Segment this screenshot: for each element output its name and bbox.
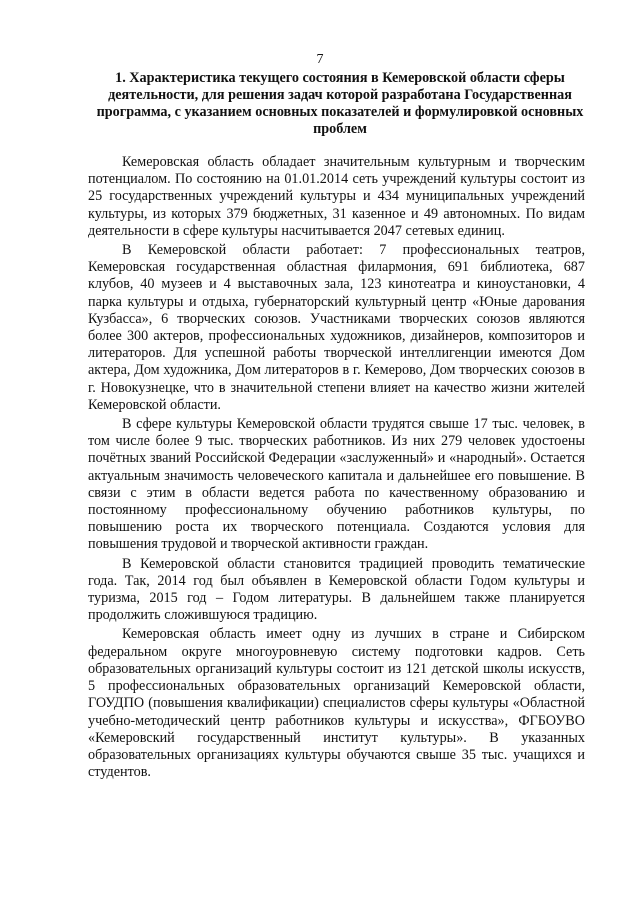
section-heading: 1. Характеристика текущего состояния в Кемеровской области сферы деятельности, для решения задач которой разработана Государственная программа, с указанием основных показателей и формулировкой основных проблем — [96, 70, 584, 137]
paragraph-institutions: В Кемеровской области работает: 7 профессиональных театров, Кемеровская государственная областная филармония, 691 библиотека, 687 клубов, 40 музеев и 4 выставочных зала, 123 кинотеатра и киноустановки, 4 парка культуры и отдыха, губернаторский культурный центр «Юные дарования Кузбасса», 6 творческих союзов. Участниками творческих союзов являются более 300 актеров, профессиональных художников, дизайнеров, композиторов и литераторов. Для успешной работы творческой интеллигенции имеются Дом актера, Дом художника, Дом литераторов в г. Кемерово, Дом творческих союзов в г. Новокузнецке, что в значительной степени влияет на качество жизни жителей Кемеровской области. — [88, 242, 585, 413]
paragraph-workforce: В сфере культуры Кемеровской области трудятся свыше 17 тыс. человек, в том числе более 9 тыс. творческих работников. Из них 279 человек удостоены почётных званий Российской Федерации «заслуженный» и «народный». Остается актуальным значимость человеческого капитала и дальнейшее его повышение. В связи с этим в области ведется работа по качественному образованию и постоянному профессиональному обучению работников культуры, по повышению роста их творческого потенциала. Создаются условия для повышения трудовой и творческой активности граждан. — [88, 416, 585, 553]
paragraph-education: Кемеровская область имеет одну из лучших в стране и Сибирском федеральном округе многоуровневую систему подготовки кадров. Сеть образовательных организаций культуры состоит из 121 детской школы искусств, 5 профессиональных образовательных организаций Кемеровской области, ГОУДПО (повышения квалификации) специалистов сферы культуры «Областной учебно-методический центр работников культуры и искусства», ФГБОУВО «Кемеровский государственный институт культуры». В указанных образовательных организациях культуры обучаются свыше 35 тыс. учащихся и студентов. — [88, 626, 585, 781]
body-text — [88, 154, 585, 783]
paragraph-culture-network: Кемеровская область обладает значительным культурным и творческим потенциалом. По состоянию на 01.01.2014 сеть учреждений культуры состоит из 25 государственных учреждений культуры и 434 муниципальных учреждений культуры, из которых 379 бюджетных, 31 казенное и 49 автономных. По видам деятельности в сфере культуры насчитывается 2047 сетевых единиц. — [88, 154, 585, 239]
paragraph-thematic-years: В Кемеровской области становится традицией проводить тематические года. Так, 2014 год был объявлен в Кемеровской области Годом культуры и туризма, 2015 год – Годом литературы. В дальнейшем также планируется продолжить сложившуюся традицию. — [88, 555, 585, 624]
page-number: 7 — [316, 52, 324, 67]
